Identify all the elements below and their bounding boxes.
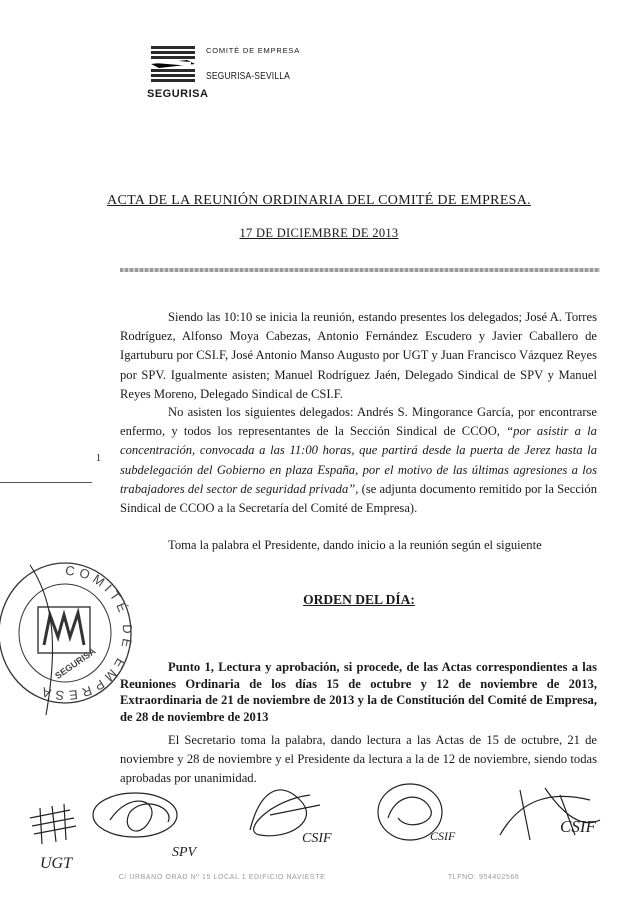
absentees-text-end: , (se adjunta documento remitido por la Sección Sindical de CCOO a la Secretaría del Comité de Empresa).: [120, 481, 598, 516]
footer-phone: TLFNO: 954402566: [447, 874, 520, 881]
signature-label-csif-1: CSIF: [302, 831, 332, 846]
logo-wordmark: SEGURISA: [147, 88, 209, 100]
page-footer: [0, 874, 638, 881]
signature-label-spv: SPV: [172, 845, 197, 860]
footer-address: C/ URBANO ORAD Nº 15 LOCAL 1 EDIFICIO NAVIESTE: [118, 874, 326, 881]
signature-ugt: [30, 804, 76, 844]
margin-rule: [0, 482, 92, 483]
separator-line: [120, 268, 600, 272]
signature-label-csif-3: CSIF: [560, 817, 596, 836]
stamp-ring-text: COMITÉ DE EMPRESA: [35, 562, 136, 704]
segurisa-logo-icon: [147, 42, 199, 86]
margin-page-number: 1: [96, 453, 101, 464]
company-stamp: [0, 555, 140, 720]
signature-label-ugt: UGT: [40, 855, 73, 872]
paragraph-opening: Toma la palabra el Presidente, dando inicio a la reunión según el siguiente: [168, 538, 542, 552]
signatures-area: [0, 760, 638, 880]
paragraph-minutes-approval: El Secretario toma la palabra, dando lectura a las Actas de 15 de octubre, 21 de noviembre y 28 de noviembre y el Presidente da lectura a la de 12 de noviembre, siendo todas aprobadas por unanimidad.: [120, 733, 597, 786]
document-title: ACTA DE LA REUNIÓN ORDINARIA DEL COMITÉ DE EMPRESA.: [107, 193, 531, 208]
company-name: COMITÉ DE EMPRESA: [206, 46, 301, 55]
agenda-point-1: Punto 1, Lectura y aprobación, si procede, de las Actas correspondientes a las Reuniones Ordinaria de los días 15 de octubre y 12 de noviembre de 2013, Extraordinaria de 21 de noviembre de 2013 y la de Constitución del Comité de Empresa, de 28 de noviembre de 2013: [120, 660, 597, 724]
paragraph-attendees: Siendo las 10:10 se inicia la reunión, estando presentes los delegados; José A. Torres Rodríguez, Alfonso Moya Cabezas, Antonio Fernández Escudero y Javier Caballero de Igartuburu por CSI.F, José Antonio Manso Augusto por UGT y Juan Francisco Vázquez Reyes por SPV. Igualmente asisten; Manuel Rodríguez Jaén, Delegado Sindical de SPV y Manuel Reyes Moreno, Delegado Sindical de CSI.F.: [120, 310, 597, 401]
paragraph-absentees: [120, 403, 597, 518]
absentees-quote: “por asistir a la concentración, convocada a las 11:00 horas, que partirá desde la puerta de Jerez hasta la subdelegación del Gobierno en plaza España, por el motivo de las últimas agresiones a los trabajadores del sector de seguridad privada”: [120, 424, 597, 496]
document-date: 17 DE DICIEMBRE DE 2013: [239, 226, 399, 240]
signature-label-csif-2: CSIF: [430, 829, 456, 843]
absentees-text: No asisten los siguientes delegados: Andrés S. Mingorance García, por encontrarse enfermo, y todos los representantes de la Sección Sindical de CCOO,: [120, 405, 597, 439]
stamp-brand: SEGURISA: [53, 645, 98, 682]
agenda-heading: ORDEN DEL DÍA:: [303, 592, 415, 607]
company-branch: SEGURISA-SEVILLA: [206, 71, 290, 82]
